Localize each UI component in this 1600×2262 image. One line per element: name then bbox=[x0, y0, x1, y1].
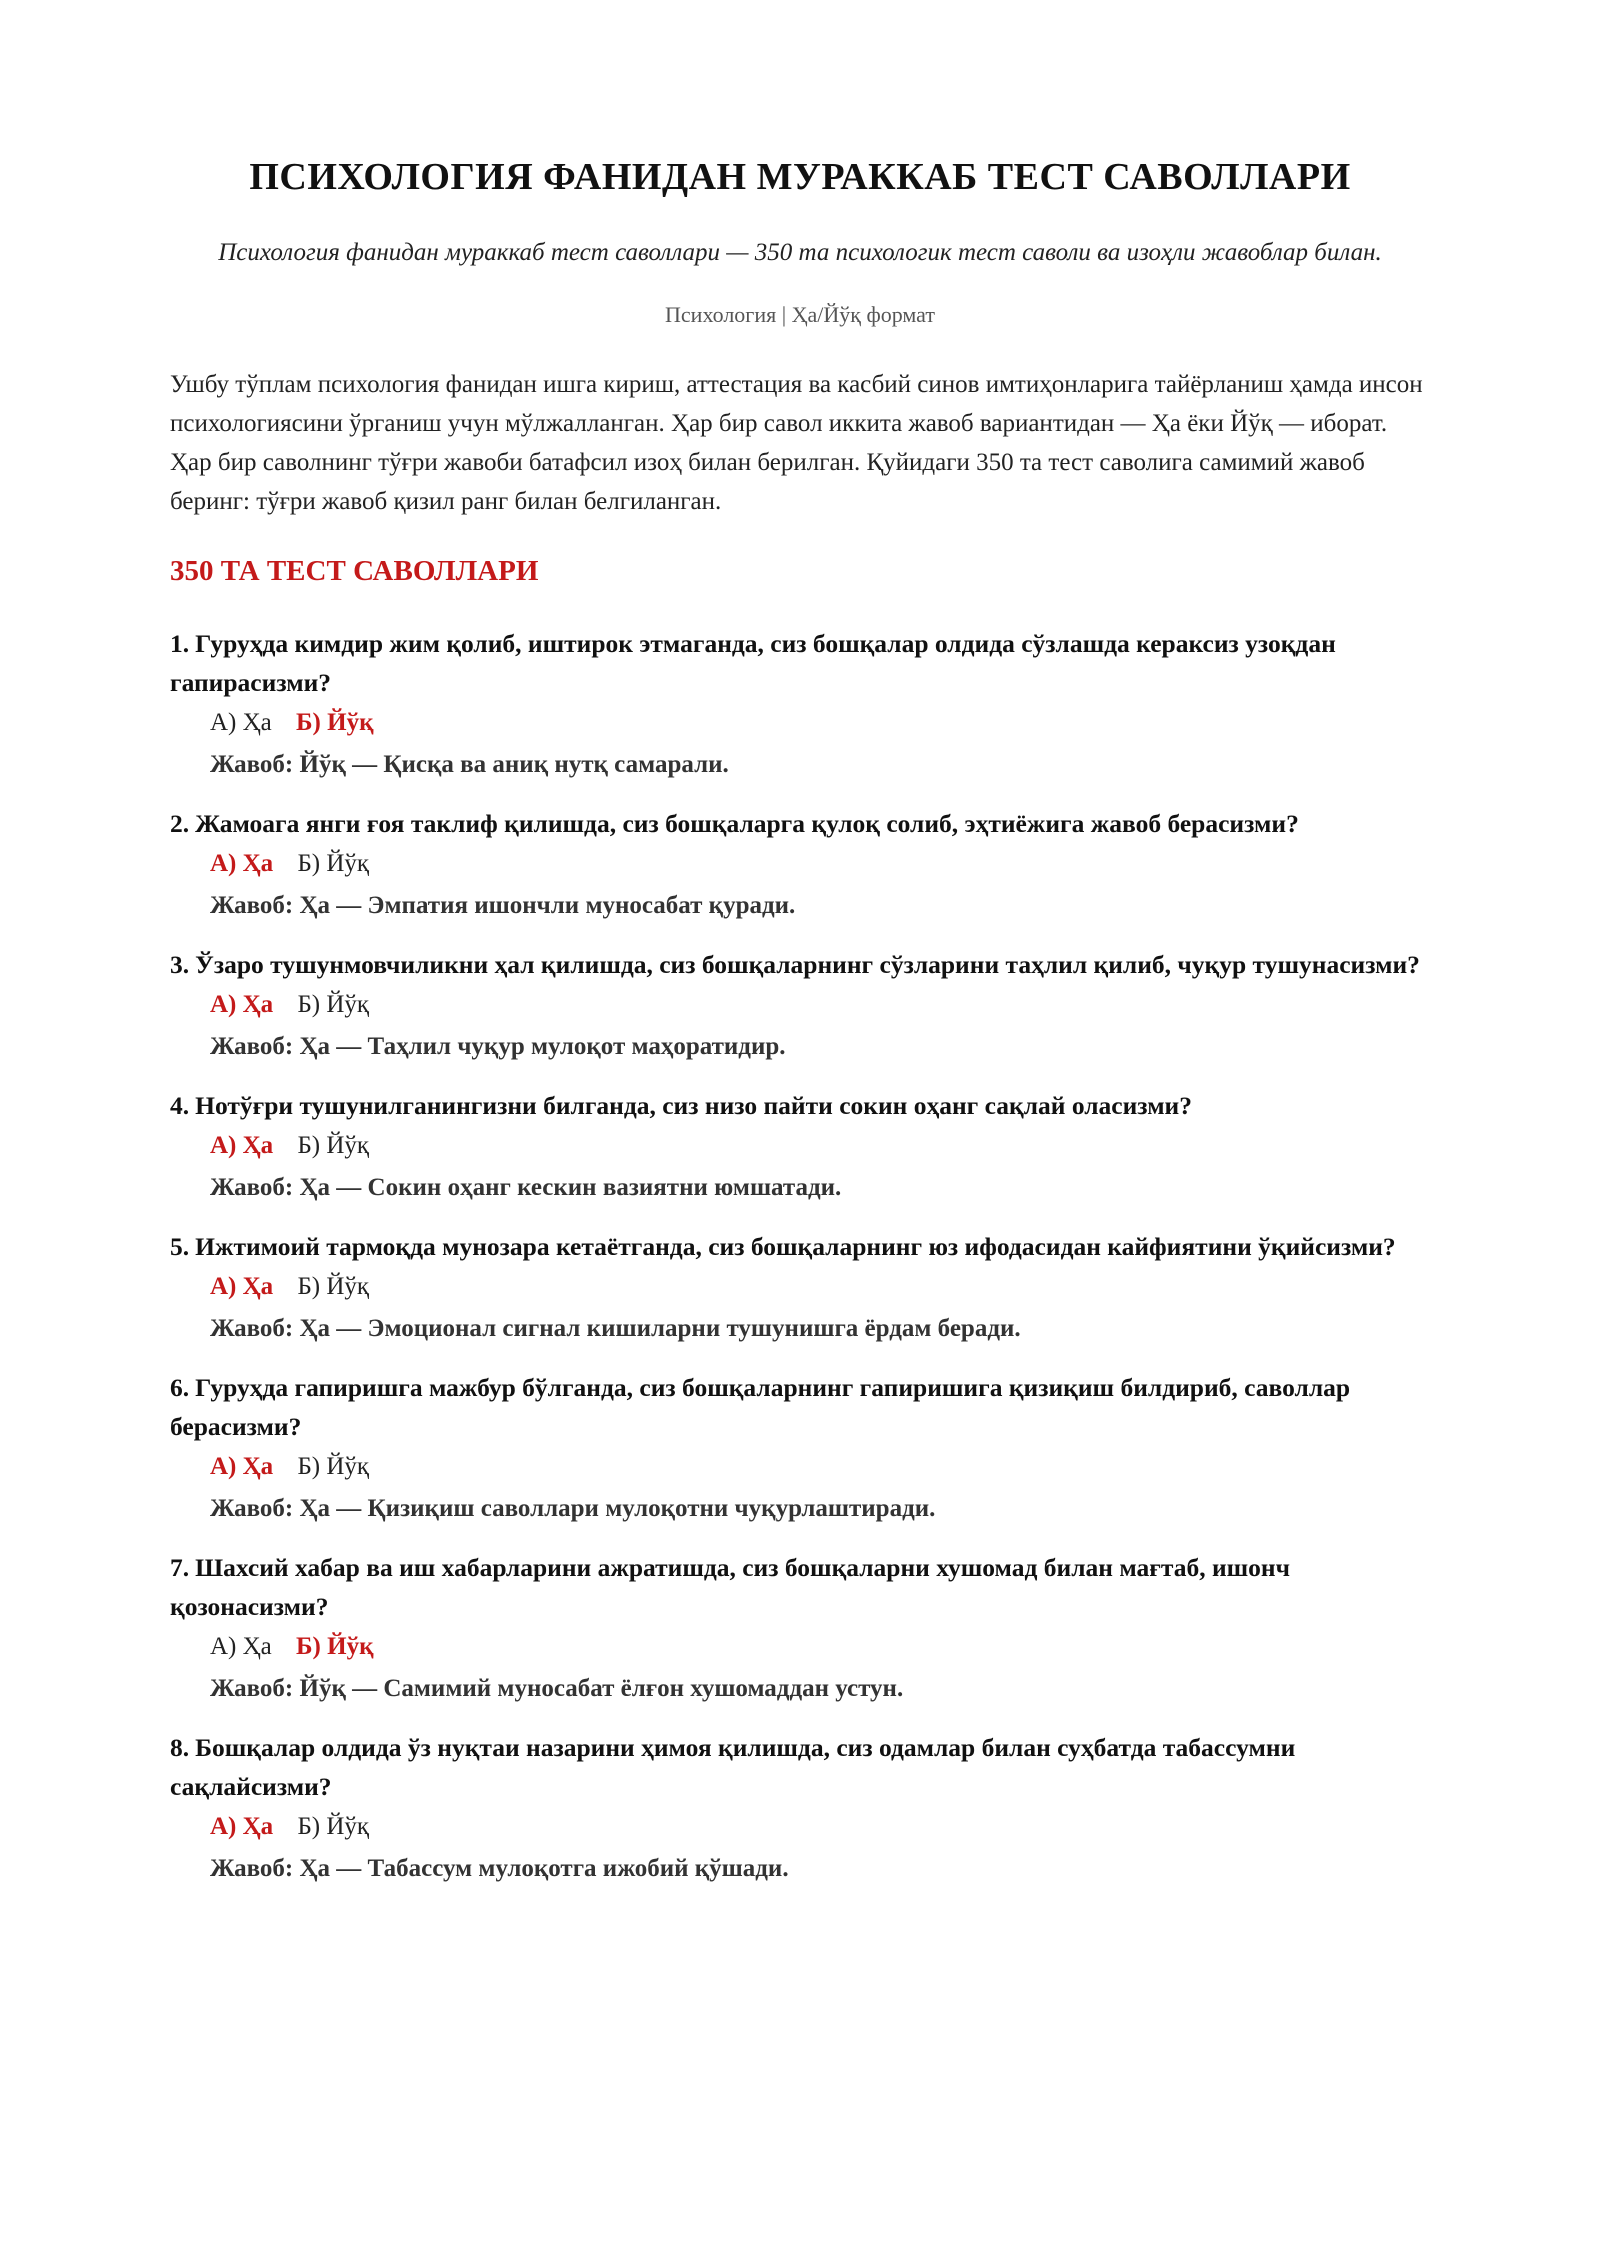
question-item bbox=[170, 1368, 1430, 1530]
question-item bbox=[170, 804, 1430, 927]
answer-options bbox=[210, 1446, 1430, 1488]
question-number: 3. bbox=[170, 950, 190, 979]
answer-explanation: Жавоб: Ҳа — Таҳлил чуқур мулоқот маҳоратидир. bbox=[210, 1033, 786, 1060]
question-body: Гуруҳда кимдир жим қолиб, иштирок этмаганда, сиз бошқалар олдида сўзлашда кераксиз узоқдан гапирасизми? bbox=[170, 629, 1336, 697]
answer-options bbox=[210, 1266, 1430, 1308]
question-body: Шахсий хабар ва иш хабарларини ажратишда, сиз бошқаларни хушомад билан мағтаб, ишонч қозонасизми? bbox=[170, 1553, 1290, 1621]
option-a: А) Ҳа bbox=[210, 1273, 274, 1300]
document-title: ПСИХОЛОГИЯ ФАНИДАН МУРАККАБ ТЕСТ САВОЛЛАРИ bbox=[249, 156, 1351, 198]
document-subtitle: Психология фанидан мураккаб тест саволлари — 350 та психологик тест саволи ва изоҳли жавоблар билан. bbox=[218, 239, 1382, 266]
question-number: 7. bbox=[170, 1553, 190, 1582]
answer-explanation: Жавоб: Ҳа — Эмоционал сигнал кишиларни тушунишга ёрдам беради. bbox=[210, 1315, 1021, 1342]
question-text bbox=[170, 624, 1430, 702]
option-b: Б) Йўқ bbox=[297, 1132, 370, 1159]
answer-options bbox=[210, 1806, 1430, 1848]
question-number: 2. bbox=[170, 809, 190, 838]
answer-explanation: Жавоб: Йўқ — Қисқа ва аниқ нутқ самарали. bbox=[210, 751, 729, 778]
question-text bbox=[170, 1086, 1430, 1125]
answer-explanation: Жавоб: Ҳа — Сокин оҳанг кескин вазиятни юмшатади. bbox=[210, 1174, 842, 1201]
option-b: Б) Йўқ bbox=[297, 1453, 370, 1480]
question-text bbox=[170, 1368, 1430, 1446]
question-body: Жамоага янги ғоя таклиф қилишда, сиз бошқаларга қулоқ солиб, эҳтиёжига жавоб берасизми? bbox=[195, 809, 1299, 838]
question-item bbox=[170, 1086, 1430, 1209]
option-a: А) Ҳа bbox=[210, 1813, 274, 1840]
option-b: Б) Йўқ bbox=[297, 1813, 370, 1840]
question-item bbox=[170, 945, 1430, 1068]
option-a: А) Ҳа bbox=[210, 1453, 274, 1480]
question-item bbox=[170, 1548, 1430, 1710]
option-b: Б) Йўқ bbox=[296, 709, 374, 736]
answer-options bbox=[210, 1125, 1430, 1167]
question-list bbox=[170, 624, 1430, 1890]
question-text bbox=[170, 945, 1430, 984]
question-text bbox=[170, 1227, 1430, 1266]
question-item bbox=[170, 624, 1430, 786]
option-b: Б) Йўқ bbox=[297, 1273, 370, 1300]
question-body: Ўзаро тушунмовчиликни ҳал қилишда, сиз бошқаларнинг сўзларини таҳлил қилиб, чуқур тушунасизми? bbox=[195, 950, 1420, 979]
document-page bbox=[170, 0, 1430, 1908]
document-meta: Психология | Ҳа/Йўқ формат bbox=[665, 302, 935, 327]
answer-explanation: Жавоб: Йўқ — Самимий муносабат ёлғон хушомаддан устун. bbox=[210, 1675, 904, 1702]
question-text bbox=[170, 804, 1430, 843]
question-number: 5. bbox=[170, 1232, 190, 1261]
question-number: 8. bbox=[170, 1733, 190, 1762]
question-text bbox=[170, 1728, 1430, 1806]
question-number: 4. bbox=[170, 1091, 190, 1120]
option-b: Б) Йўқ bbox=[297, 850, 370, 877]
question-item bbox=[170, 1227, 1430, 1350]
option-b: Б) Йўқ bbox=[296, 1633, 374, 1660]
option-b: Б) Йўқ bbox=[297, 991, 370, 1018]
answer-explanation: Жавоб: Ҳа — Қизиқиш саволлари мулоқотни чуқурлаштиради. bbox=[210, 1495, 936, 1522]
question-body: Ижтимоий тармоқда мунозара кетаётганда, сиз бошқаларнинг юз ифодасидан кайфиятини ўқийсизми? bbox=[195, 1232, 1396, 1261]
question-body: Гуруҳда гапиришга мажбур бўлганда, сиз бошқаларнинг гапиришига қизиқиш билдириб, саволлар берасизми? bbox=[170, 1373, 1351, 1441]
option-a: А) Ҳа bbox=[210, 709, 272, 736]
question-text bbox=[170, 1548, 1430, 1626]
question-body: Нотўғри тушунилганингизни билганда, сиз низо пайти сокин оҳанг сақлай оласизми? bbox=[195, 1091, 1193, 1120]
answer-explanation: Жавоб: Ҳа — Эмпатия ишончли муносабат қуради. bbox=[210, 892, 796, 919]
option-a: А) Ҳа bbox=[210, 850, 274, 877]
question-body: Бошқалар олдида ўз нуқтаи назарини ҳимоя қилишда, сиз одамлар билан суҳбатда табассумни сақлайсизми? bbox=[170, 1733, 1296, 1801]
answer-options bbox=[210, 984, 1430, 1026]
option-a: А) Ҳа bbox=[210, 1132, 274, 1159]
question-number: 6. bbox=[170, 1373, 190, 1402]
question-number: 1. bbox=[170, 629, 190, 658]
option-a: А) Ҳа bbox=[210, 991, 274, 1018]
answer-explanation: Жавоб: Ҳа — Табассум мулоқотга ижобий қўшади. bbox=[210, 1855, 789, 1882]
answer-options bbox=[210, 702, 1430, 744]
answer-options bbox=[210, 1626, 1430, 1668]
option-a: А) Ҳа bbox=[210, 1633, 272, 1660]
question-item bbox=[170, 1728, 1430, 1890]
answer-options bbox=[210, 843, 1430, 885]
section-title: 350 ТА ТЕСТ САВОЛЛАРИ bbox=[170, 555, 539, 587]
intro-paragraph: Ушбу тўплам психология фанидан ишга кириш, аттестация ва касбий синов имтиҳонларига тайёрланиш ҳамда инсон психологиясини ўрганиш учун мўлжалланган. Ҳар бир савол иккита жавоб вариантидан — Ҳа ёки Йўқ — иборат. Ҳар бир саволнинг тўғри жавоби батафсил изоҳ билан берилган. Қуйидаги 350 та тест саволига самимий жавоб беринг: тўғри жавоб қизил ранг билан белгиланган. bbox=[170, 371, 1423, 515]
